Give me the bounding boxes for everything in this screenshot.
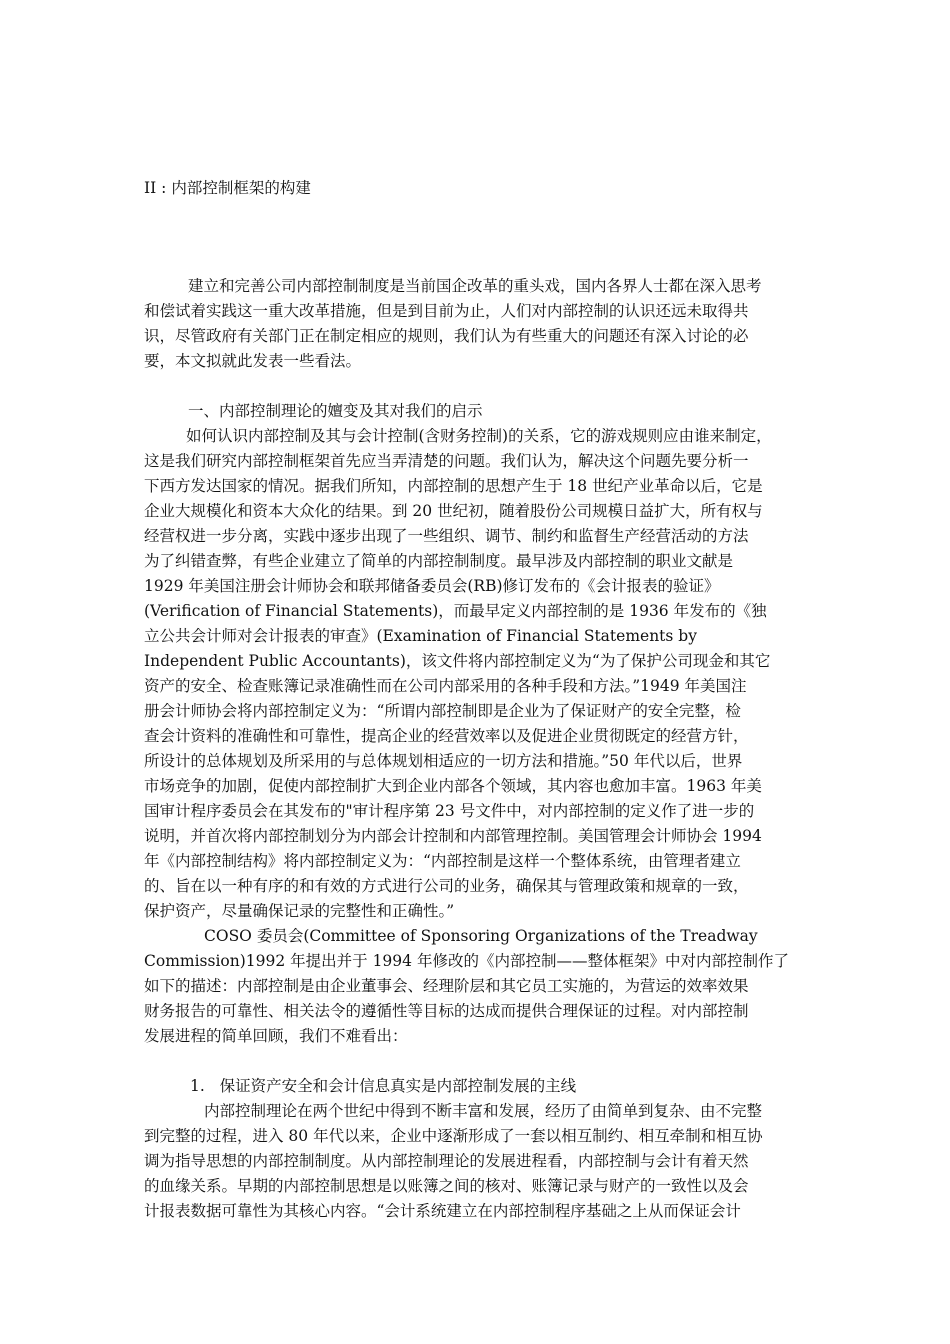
text-line: 企业大规模化和资本大众化的结果。到 20 世纪初，随着股份公司规模日益扩大，所有权与 bbox=[144, 502, 763, 520]
text-line: 内部控制理论在两个世纪中得到不断丰富和发展，经历了由简单到复杂、由不完整 bbox=[204, 1102, 763, 1120]
numbered-heading: 1. 保证资产安全和会计信息真实是内部控制发展的主线 bbox=[190, 1077, 577, 1095]
text-line: 市场竞争的加剧，促使内部控制扩大到企业内部各个领域，其内容也愈加丰富。1963 年美 bbox=[144, 777, 762, 795]
text-line: 和偿试着实践这一重大改革措施，但是到目前为止，人们对内部控制的认识还远未取得共 bbox=[144, 302, 749, 320]
text-line: 年《内部控制结构》将内部控制定义为：“内部控制是这样一个整体系统，由管理者建立 bbox=[144, 852, 741, 870]
text-line: 调为指导思想的内部控制制度。从内部控制理论的发展进程看，内部控制与会计有着天然 bbox=[144, 1152, 749, 1170]
text-line: 立公共会计师对会计报表的审查》(Examination of Financial Statements by bbox=[144, 627, 697, 645]
text-line: 要，本文拟就此发表一些看法。 bbox=[144, 352, 362, 370]
text-line: Commission)1992 年提出并于 1994 年修改的《内部控制——整体框架》中对内部控制作了 bbox=[144, 952, 789, 970]
text-line: 下西方发达国家的情况。据我们所知，内部控制的思想产生于 18 世纪产业革命以后，它是 bbox=[144, 477, 763, 495]
text-line: 到完整的过程，进入 80 年代以来，企业中逐渐形成了一套以相互制约、相互牵制和相互协 bbox=[144, 1127, 763, 1145]
text-line: 的血缘关系。早期的内部控制思想是以账簿之间的核对、账簿记录与财产的一致性以及会 bbox=[144, 1177, 749, 1195]
text-line: 经营权进一步分离，实践中逐步出现了一些组织、调节、制约和监督生产经营活动的方法 bbox=[144, 527, 749, 545]
text-line: 所设计的总体规划及所采用的与总体规划相适应的一切方法和措施。”50 年代以后，世界 bbox=[144, 752, 743, 770]
text-line: 说明，并首次将内部控制划分为内部会计控制和内部管理控制。美国管理会计师协会 1994 bbox=[144, 827, 762, 845]
text-line: 建立和完善公司内部控制制度是当前国企改革的重头戏，国内各界人士都在深入思考 bbox=[188, 277, 762, 295]
text-line: 保护资产，尽量确保记录的完整性和正确性。” bbox=[144, 902, 455, 920]
text-line: 发展进程的简单回顾，我们不难看出： bbox=[144, 1027, 408, 1045]
text-line: 的、旨在以一种有序的和有效的方式进行公司的业务，确保其与管理政策和规章的一致， bbox=[144, 877, 749, 895]
text-line: 计报表数据可靠性为其核心内容。“会计系统建立在内部控制程序基础之上从而保证会计 bbox=[144, 1202, 741, 1220]
text-line: 册会计师协会将内部控制定义为：“所谓内部控制即是企业为了保证财产的安全完整，检 bbox=[144, 702, 741, 720]
text-line: 这是我们研究内部控制框架首先应当弄清楚的问题。我们认为，解决这个问题先要分析一 bbox=[144, 452, 749, 470]
text-line: COSO 委员会(Committee of Sponsoring Organizations of the Treadway bbox=[204, 927, 758, 945]
section-heading: 一、内部控制理论的嬗变及其对我们的启示 bbox=[188, 402, 483, 420]
text-line: Independent Public Accountants)，该文件将内部控制定义为“为了保护公司现金和其它 bbox=[144, 652, 771, 670]
text-line: 如下的描述：内部控制是由企业董事会、经理阶层和其它员工实施的，为营运的效率效果 bbox=[144, 977, 749, 995]
text-line: 资产的安全、检查账簿记录准确性而在公司内部采用的各种手段和方法。”1949 年美国注 bbox=[144, 677, 747, 695]
text-line: 查会计资料的准确性和可靠性，提高企业的经营效率以及促进企业贯彻既定的经营方针， bbox=[144, 727, 749, 745]
document-title: II : 内部控制框架的构建 bbox=[144, 179, 311, 197]
text-line: (Verification of Financial Statements)，而最早定义内部控制的是 1936 年发布的《独 bbox=[144, 602, 767, 620]
text-line: 如何认识内部控制及其与会计控制(含财务控制)的关系，它的游戏规则应由谁来制定， bbox=[186, 427, 772, 445]
text-line: 识，尽管政府有关部门正在制定相应的规则，我们认为有些重大的问题还有深入讨论的必 bbox=[144, 327, 749, 345]
text-line: 国审计程序委员会在其发布的"审计程序第 23 号文件中，对内部控制的定义作了进一步的 bbox=[144, 802, 755, 820]
text-line: 为了纠错查弊，有些企业建立了简单的内部控制制度。最早涉及内部控制的职业文献是 bbox=[144, 552, 734, 570]
text-line: 1929 年美国注册会计师协会和联邦储备委员会(RB)修订发布的《会计报表的验证》 bbox=[144, 577, 720, 595]
text-line: 财务报告的可靠性、相关法令的遵循性等目标的达成而提供合理保证的过程。对内部控制 bbox=[144, 1002, 749, 1020]
